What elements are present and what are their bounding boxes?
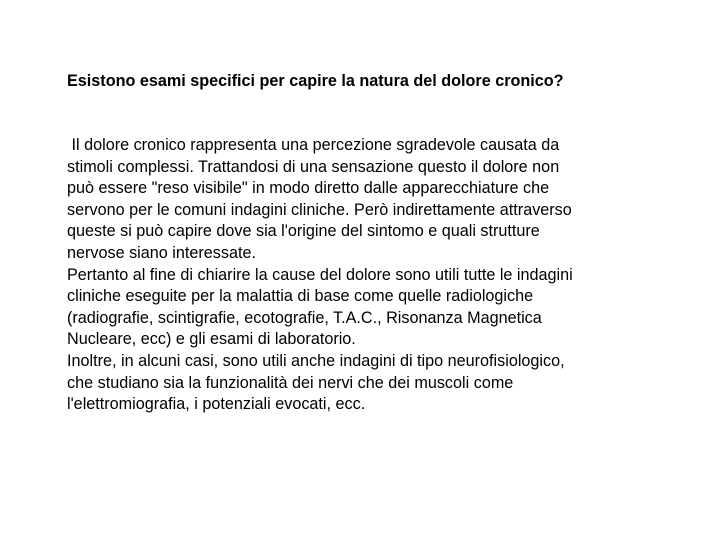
body-line: Il dolore cronico rappresenta una percezione sgradevole causata da xyxy=(67,136,560,154)
body-line: nervose siano interessate. xyxy=(67,243,256,262)
body-line: cliniche eseguite per la malattia di base come quelle radiologiche xyxy=(67,287,534,306)
body-line: che studiano sia la funzionalità dei nervi che dei muscoli come xyxy=(67,373,514,392)
body-line: (radiografie, scintigrafie, ecotografie, T.A.C., Risonanza Magnetica xyxy=(67,308,542,327)
body-line: Pertanto al fine di chiarire la cause del dolore sono utili tutte le indagini xyxy=(67,265,573,284)
body-line: servono per le comuni indagini cliniche. Però indirettamente attraverso xyxy=(67,200,572,219)
slide-title: Esistono esami specifici per capire la natura del dolore cronico? xyxy=(67,72,564,90)
slide-body xyxy=(67,135,667,416)
body-line: l'elettromiografia, i potenziali evocati, ecc. xyxy=(67,395,366,414)
body-line: queste si può capire dove sia l'origine del sintomo e quali strutture xyxy=(67,222,540,241)
body-line: può essere "reso visibile" in modo diretto dalle apparecchiature che xyxy=(67,179,550,198)
body-line: Inoltre, in alcuni casi, sono utili anche indagini di tipo neurofisiologico, xyxy=(67,351,565,370)
body-line: Nucleare, ecc) e gli esami di laboratorio. xyxy=(67,330,356,349)
body-line: stimoli complessi. Trattandosi di una sensazione questo il dolore non xyxy=(67,157,560,176)
